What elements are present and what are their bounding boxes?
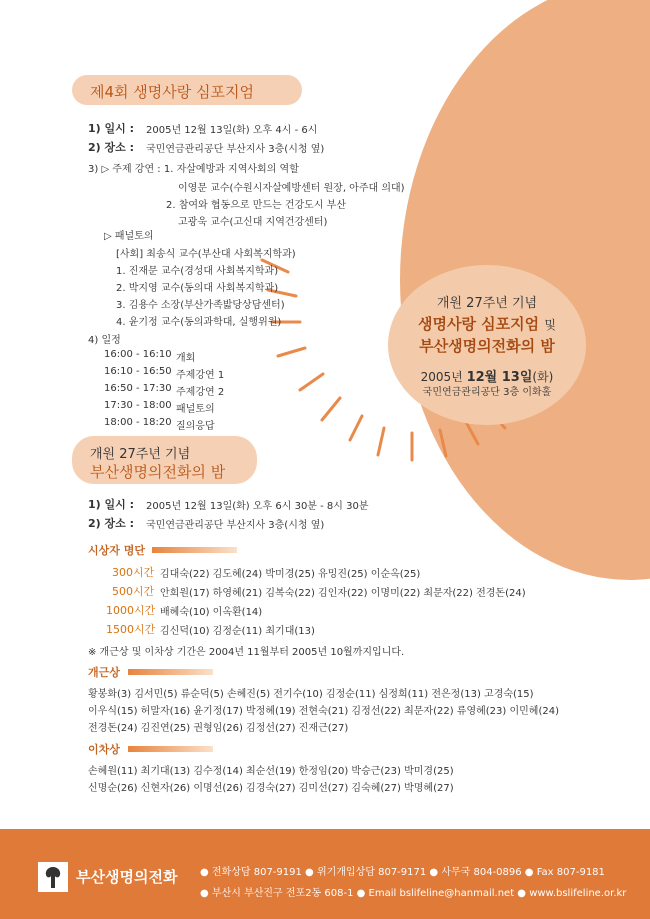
schedule-time: 16:00 - 16:10	[104, 349, 172, 360]
period-note: ※ 개근상 및 이차상 기간은 2004년 11월부터 2005년 10월까지입니다.	[88, 647, 405, 658]
schedule-item: 개회	[176, 353, 196, 364]
sym-talk1-speaker: 이영문 교수(수원시자살예방센터 원장, 아주대 의대)	[178, 183, 405, 194]
night-date-value: 2005년 12월 13일(화) 오후 6시 30분 - 8시 30분	[146, 501, 369, 512]
sym-talk2-speaker: 고광욱 교수(고신대 지역건강센터)	[178, 217, 328, 228]
sym-date-value: 2005년 12월 13일(화) 오후 4시 - 6시	[146, 125, 318, 136]
event-circle	[388, 265, 586, 425]
award-names: 배혜숙(10) 이옥환(14)	[160, 607, 263, 618]
award-names: 김신덕(10) 김정순(11) 최기대(13)	[160, 626, 315, 637]
footer-contacts: ● 전화상담 807-9191 ● 위기개입상담 807-9171 ● 사무국 804-0896 ● Fax 807-9181	[200, 867, 605, 878]
night-title-sub: 개원 27주년 기념	[90, 447, 191, 462]
night-title: 부산생명의전화의 밤	[90, 463, 226, 481]
panel-member: 2. 박지영 교수(동의대 사회복지학과)	[116, 283, 279, 294]
award-hours: 300시간	[112, 566, 155, 579]
circle-line2	[378, 313, 596, 334]
schedule-label: 4) 일정	[88, 335, 121, 346]
attendance-line: 이우식(15) 허말자(16) 윤기정(17) 박정혜(19) 전현숙(21) 김정선(22) 최문자(22) 류영혜(23) 이민혜(24)	[88, 706, 559, 717]
circle-line2-and: 및	[544, 318, 556, 332]
footer-address: ● 부산시 부산진구 전포2동 608-1 ● Email bslifeline@hanmail.net ● www.bslifeline.or.kr	[200, 888, 627, 899]
sym-place-value: 국민연금관리공단 부산지사 3층(시청 옆)	[146, 144, 325, 155]
awardees-title: 시상자 명단	[88, 544, 145, 557]
circle-date-day: 12월 13일	[466, 370, 533, 385]
attendance-line: 황봉화(3) 김서민(5) 류순덕(5) 손혜진(5) 전기수(10) 김정순(11) 심정희(11) 전은정(13) 고경숙(15)	[88, 689, 534, 700]
awardees-bar	[152, 547, 237, 553]
sym-date-label: 1) 일시 :	[88, 122, 134, 135]
panel-member: 4. 윤기정 교수(동의과학대, 실행위원)	[116, 317, 282, 328]
symposium-title: 제4회 생명사랑 심포지엄	[90, 83, 254, 101]
org-name: 부산생명의전화	[76, 868, 178, 886]
award-hours: 500시간	[112, 585, 155, 598]
attendance-bar	[128, 669, 213, 675]
panel-member: 1. 진재문 교수(경성대 사회복지학과)	[116, 266, 279, 277]
schedule-time: 17:30 - 18:00	[104, 400, 172, 411]
circle-date-weekday: (화)	[532, 370, 554, 384]
schedule-time: 16:10 - 16:50	[104, 366, 172, 377]
sym-place-label: 2) 장소 :	[88, 141, 134, 154]
schedule-time: 16:50 - 17:30	[104, 383, 172, 394]
night-date-label: 1) 일시 :	[88, 498, 134, 511]
schedule-time: 18:00 - 18:20	[104, 417, 172, 428]
panel-label: ▷ 패널토의	[104, 231, 154, 242]
night-place-label: 2) 장소 :	[88, 517, 134, 530]
sym-talk2: 2. 참여와 협동으로 만드는 건강도시 부산	[166, 200, 346, 211]
award-hours: 1000시간	[106, 604, 156, 617]
schedule-item: 주제강연 2	[176, 387, 225, 398]
panel-chair: [사회] 최송식 교수(부산대 사회복지학과)	[116, 249, 296, 260]
schedule-item: 패널토의	[176, 404, 215, 415]
sym-talks: 3) ▷ 주제 강연 : 1. 자살예방과 지역사회의 역할	[88, 164, 299, 175]
second-line: 신명순(26) 신현자(26) 이명선(26) 김경숙(27) 김미선(27) 김숙혜(27) 박명혜(27)	[88, 783, 454, 794]
circle-venue: 국민연금관리공단 3층 이화홀	[422, 387, 552, 398]
circle-line2-main: 생명사랑 심포지엄	[418, 315, 540, 333]
night-place-value: 국민연금관리공단 부산지사 3층(시청 옆)	[146, 520, 325, 531]
panel-member: 3. 김용수 소장(부산가족밟당상담센터)	[116, 300, 285, 311]
second-line: 손혜원(11) 최기대(13) 김수정(14) 최순선(19) 한정임(20) 박승근(23) 박미경(25)	[88, 766, 454, 777]
award-hours: 1500시간	[106, 623, 156, 636]
logo-icon	[38, 862, 68, 892]
second-title: 이차상	[88, 743, 120, 756]
schedule-item: 질의응답	[176, 421, 215, 432]
circle-line1: 개원 27주년 기념	[436, 296, 538, 311]
attendance-title: 개근상	[88, 666, 120, 679]
attendance-line: 전경돈(24) 김진연(25) 권형임(26) 김정선(27) 진재근(27)	[88, 723, 349, 734]
circle-line3: 부산생명의전화의 밤	[419, 337, 555, 355]
award-names: 안희원(17) 하영혜(21) 김복숙(22) 김인자(22) 이명미(22) 최문자(22) 전경돈(24)	[160, 588, 526, 599]
circle-date-year: 2005년	[420, 370, 463, 384]
schedule-item: 주제강연 1	[176, 370, 225, 381]
second-bar	[128, 746, 213, 752]
award-names: 김대숙(22) 김도혜(24) 박미경(25) 유밍진(25) 이순옥(25)	[160, 569, 421, 580]
